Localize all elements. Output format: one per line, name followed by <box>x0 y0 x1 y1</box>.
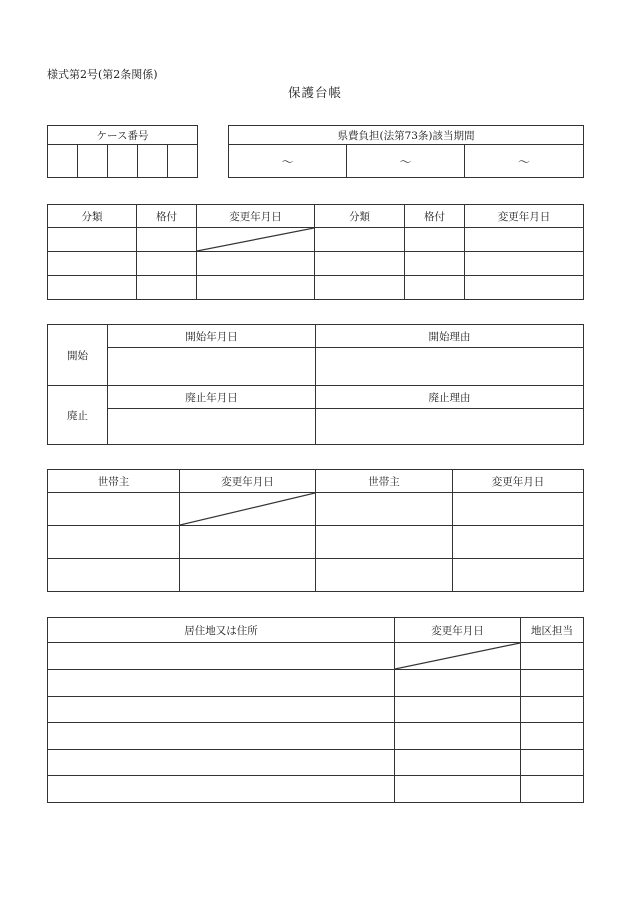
start-end-table <box>47 324 584 445</box>
table-cell[interactable] <box>395 750 521 776</box>
table-cell[interactable] <box>315 228 405 252</box>
table-cell[interactable] <box>48 228 137 252</box>
table-cell[interactable] <box>521 670 584 697</box>
diagonal-slash-line <box>180 493 315 525</box>
page-title: 保護台帳 <box>287 85 342 100</box>
table-cell[interactable] <box>48 750 395 776</box>
diagonal-slash-line <box>395 643 520 669</box>
diagonal-slash-cell <box>180 493 316 526</box>
table-cell[interactable] <box>395 776 521 803</box>
table-cell[interactable] <box>315 252 405 276</box>
case-digit-cell[interactable] <box>168 145 198 178</box>
table-cell[interactable] <box>453 526 584 559</box>
table-cell[interactable] <box>48 723 395 750</box>
period-cell[interactable]: ～ <box>465 145 584 178</box>
table-cell[interactable] <box>137 252 197 276</box>
table-cell[interactable] <box>453 493 584 526</box>
end-reason-cell[interactable] <box>316 409 584 445</box>
table-cell[interactable] <box>180 526 316 559</box>
header-district-officer: 地区担当 <box>521 618 584 643</box>
table-cell[interactable] <box>465 228 584 252</box>
table-cell[interactable] <box>316 493 453 526</box>
prefecture-burden-header: 県費負担(法第73条)該当期間 <box>229 126 584 145</box>
case-digit-cell[interactable] <box>78 145 108 178</box>
case-digit-cell[interactable] <box>48 145 78 178</box>
header-classification: 分類 <box>48 205 137 228</box>
table-cell[interactable] <box>405 276 465 300</box>
end-label: 廃止 <box>48 386 108 445</box>
case-number-table <box>47 125 198 178</box>
table-cell[interactable] <box>48 670 395 697</box>
case-digit-cell[interactable] <box>138 145 168 178</box>
table-cell[interactable] <box>453 559 584 592</box>
header-household-head: 世帯主 <box>316 470 453 493</box>
table-cell[interactable] <box>405 228 465 252</box>
table-cell[interactable] <box>521 776 584 803</box>
header-grade: 格付 <box>137 205 197 228</box>
classification-table <box>47 204 584 300</box>
header-change-date: 変更年月日 <box>453 470 584 493</box>
case-digit-cell[interactable] <box>108 145 138 178</box>
case-number-header: ケース番号 <box>48 126 198 145</box>
table-cell[interactable] <box>48 276 137 300</box>
period-cell[interactable]: ～ <box>229 145 347 178</box>
table-cell[interactable] <box>48 776 395 803</box>
table-cell[interactable] <box>465 252 584 276</box>
start-reason-header: 開始理由 <box>316 325 584 348</box>
header-grade: 格付 <box>405 205 465 228</box>
table-cell[interactable] <box>48 252 137 276</box>
table-cell[interactable] <box>405 252 465 276</box>
start-date-header: 開始年月日 <box>108 325 316 348</box>
table-cell[interactable] <box>48 643 395 670</box>
header-change-date: 変更年月日 <box>180 470 316 493</box>
table-cell[interactable] <box>521 723 584 750</box>
table-cell[interactable] <box>521 643 584 670</box>
prefecture-burden-table <box>228 125 584 178</box>
header-classification: 分類 <box>315 205 405 228</box>
header-change-date: 変更年月日 <box>395 618 521 643</box>
end-date-cell[interactable] <box>108 409 316 445</box>
table-cell[interactable] <box>197 276 315 300</box>
table-cell[interactable] <box>315 276 405 300</box>
table-cell[interactable] <box>48 526 180 559</box>
header-change-date: 変更年月日 <box>465 205 584 228</box>
table-cell[interactable] <box>48 697 395 723</box>
end-reason-header: 廃止理由 <box>316 386 584 409</box>
diagonal-slash-line <box>197 228 314 251</box>
table-cell[interactable] <box>48 493 180 526</box>
form-number: 様式第2号(第2条関係) <box>47 68 158 81</box>
table-cell[interactable] <box>137 276 197 300</box>
table-cell[interactable] <box>521 750 584 776</box>
table-cell[interactable] <box>521 697 584 723</box>
table-cell[interactable] <box>137 228 197 252</box>
table-cell[interactable] <box>395 697 521 723</box>
start-date-cell[interactable] <box>108 348 316 386</box>
table-cell[interactable] <box>316 559 453 592</box>
diagonal-slash-cell <box>395 643 521 670</box>
table-cell[interactable] <box>197 252 315 276</box>
table-cell[interactable] <box>48 559 180 592</box>
end-date-header: 廃止年月日 <box>108 386 316 409</box>
address-table <box>47 617 584 803</box>
table-cell[interactable] <box>395 723 521 750</box>
start-label: 開始 <box>48 325 108 386</box>
diagonal-slash-cell <box>197 228 315 252</box>
period-cell[interactable]: ～ <box>347 145 465 178</box>
household-head-table <box>47 469 584 592</box>
table-cell[interactable] <box>180 559 316 592</box>
header-address: 居住地又は住所 <box>48 618 395 643</box>
table-cell[interactable] <box>465 276 584 300</box>
table-cell[interactable] <box>316 526 453 559</box>
start-reason-cell[interactable] <box>316 348 584 386</box>
table-cell[interactable] <box>395 670 521 697</box>
header-household-head: 世帯主 <box>48 470 180 493</box>
header-change-date: 変更年月日 <box>197 205 315 228</box>
